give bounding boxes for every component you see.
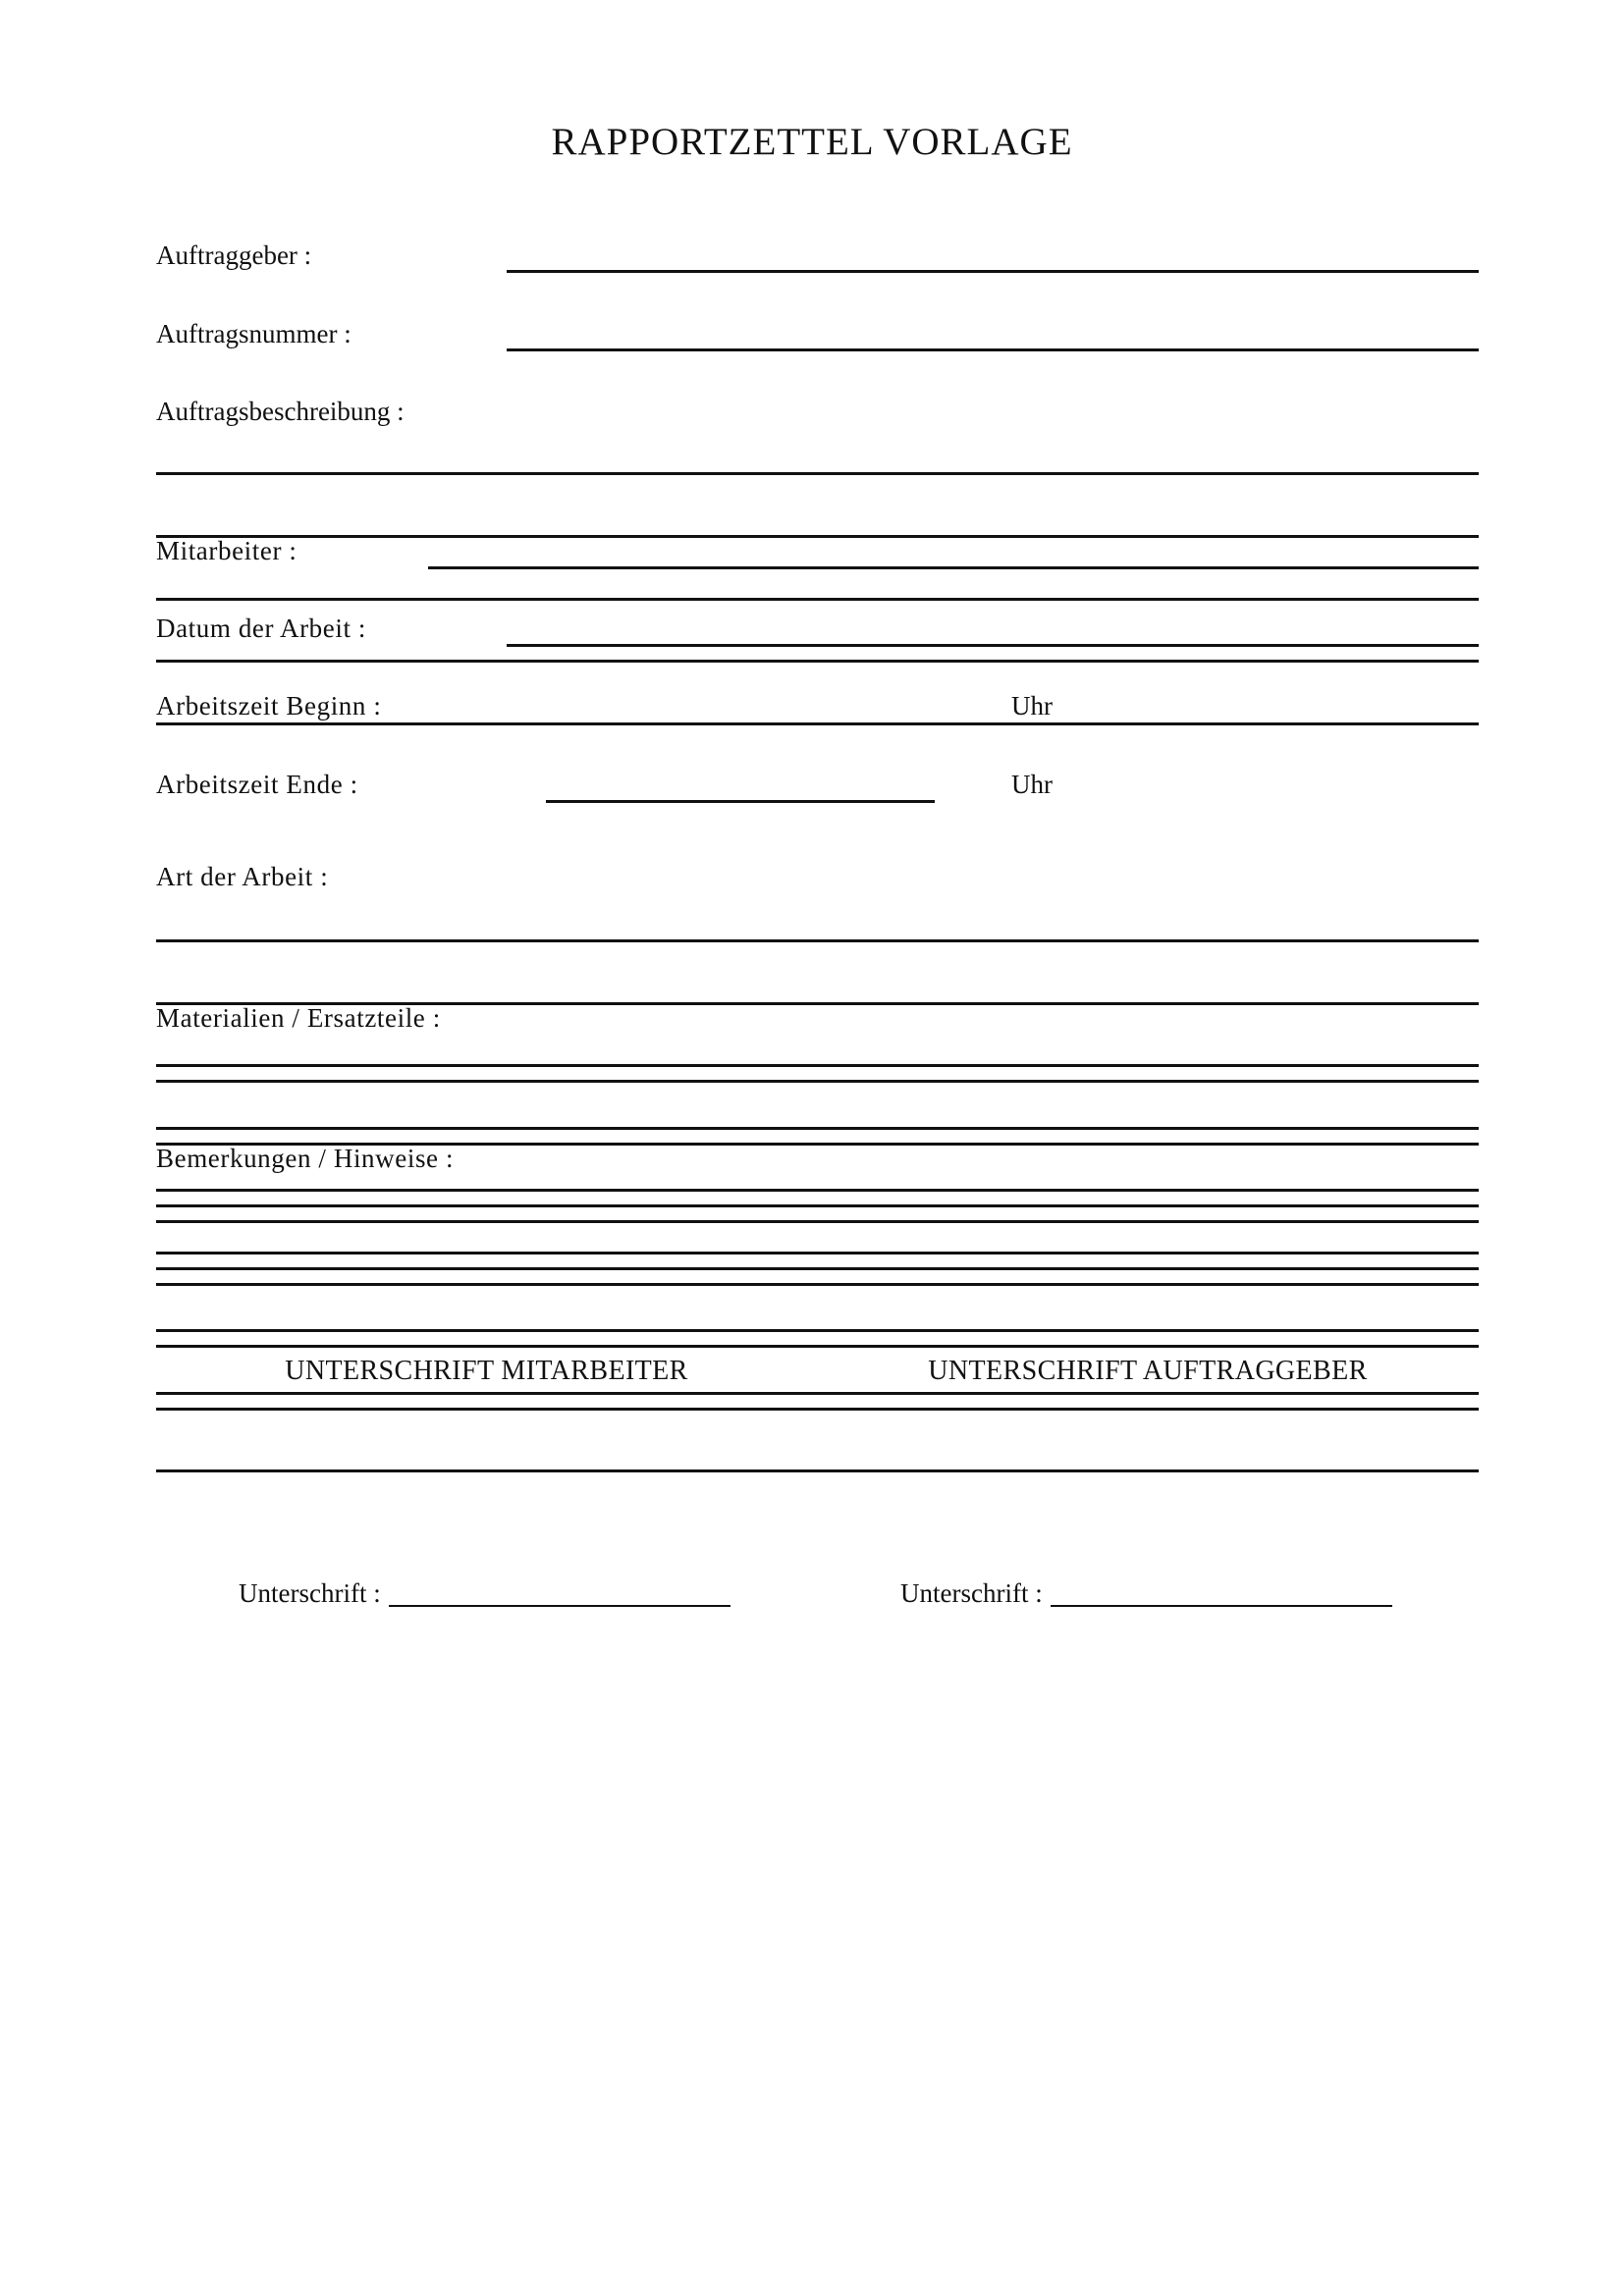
mitarbeiter-field-line[interactable] (428, 566, 1479, 569)
section-divider-line (156, 598, 1479, 601)
unterschrift-label: Unterschrift : (239, 1578, 381, 1608)
auftraggeber-field-line[interactable] (507, 270, 1479, 273)
section-divider-line (156, 1469, 1479, 1472)
section-divider-line (156, 1329, 1479, 1332)
bemerkungen-field-line[interactable] (156, 1189, 1479, 1192)
section-divider-line (156, 535, 1479, 538)
section-divider-line (156, 660, 1479, 663)
art-der-arbeit-field-line[interactable] (156, 939, 1479, 942)
materialien-field-line[interactable] (156, 1064, 1479, 1067)
datum-field-line[interactable] (507, 644, 1479, 647)
signature-line[interactable] (1051, 1605, 1392, 1607)
section-divider-line (156, 1392, 1479, 1395)
datum-label: Datum der Arbeit : (156, 614, 366, 643)
mitarbeiter-label: Mitarbeiter : (156, 536, 298, 565)
bemerkungen-field-line[interactable] (156, 1204, 1479, 1207)
ende-field-line[interactable] (546, 800, 935, 803)
ende-uhr-unit: Uhr (1011, 770, 1053, 799)
bemerkungen-field-line[interactable] (156, 1283, 1479, 1286)
ende-label: Arbeitszeit Ende : (156, 770, 358, 799)
page-title: RAPPORTZETTEL VORLAGE (551, 121, 1073, 163)
art-der-arbeit-label: Art der Arbeit : (156, 862, 329, 891)
auftragsnummer-field-line[interactable] (507, 348, 1479, 351)
section-divider-line (156, 1345, 1479, 1348)
materialien-field-line[interactable] (156, 1080, 1479, 1083)
bemerkungen-field-line[interactable] (156, 1220, 1479, 1223)
materialien-label: Materialien / Ersatzteile : (156, 1003, 441, 1033)
bemerkungen-field-line[interactable] (156, 1252, 1479, 1255)
beginn-field-line[interactable] (156, 722, 1479, 725)
beginn-label: Arbeitszeit Beginn : (156, 691, 382, 721)
signature-field-mitarbeiter[interactable] (239, 1577, 731, 1609)
auftragsbeschreibung-label: Auftragsbeschreibung : (156, 397, 405, 426)
unterschrift-label: Unterschrift : (900, 1578, 1043, 1608)
bemerkungen-field-line[interactable] (156, 1267, 1479, 1270)
signature-heading-mitarbeiter: UNTERSCHRIFT MITARBEITER (285, 1356, 688, 1386)
auftragsbeschreibung-field-line[interactable] (156, 472, 1479, 475)
signature-field-auftraggeber[interactable] (900, 1577, 1392, 1609)
section-divider-line (156, 1127, 1479, 1130)
auftragsnummer-label: Auftragsnummer : (156, 319, 352, 348)
section-divider-line (156, 1408, 1479, 1411)
signature-heading-auftraggeber: UNTERSCHRIFT AUFTRAGGEBER (928, 1356, 1368, 1386)
bemerkungen-label: Bemerkungen / Hinweise : (156, 1144, 455, 1173)
beginn-uhr-unit: Uhr (1011, 691, 1053, 721)
auftraggeber-label: Auftraggeber : (156, 240, 312, 270)
signature-line[interactable] (389, 1605, 731, 1607)
